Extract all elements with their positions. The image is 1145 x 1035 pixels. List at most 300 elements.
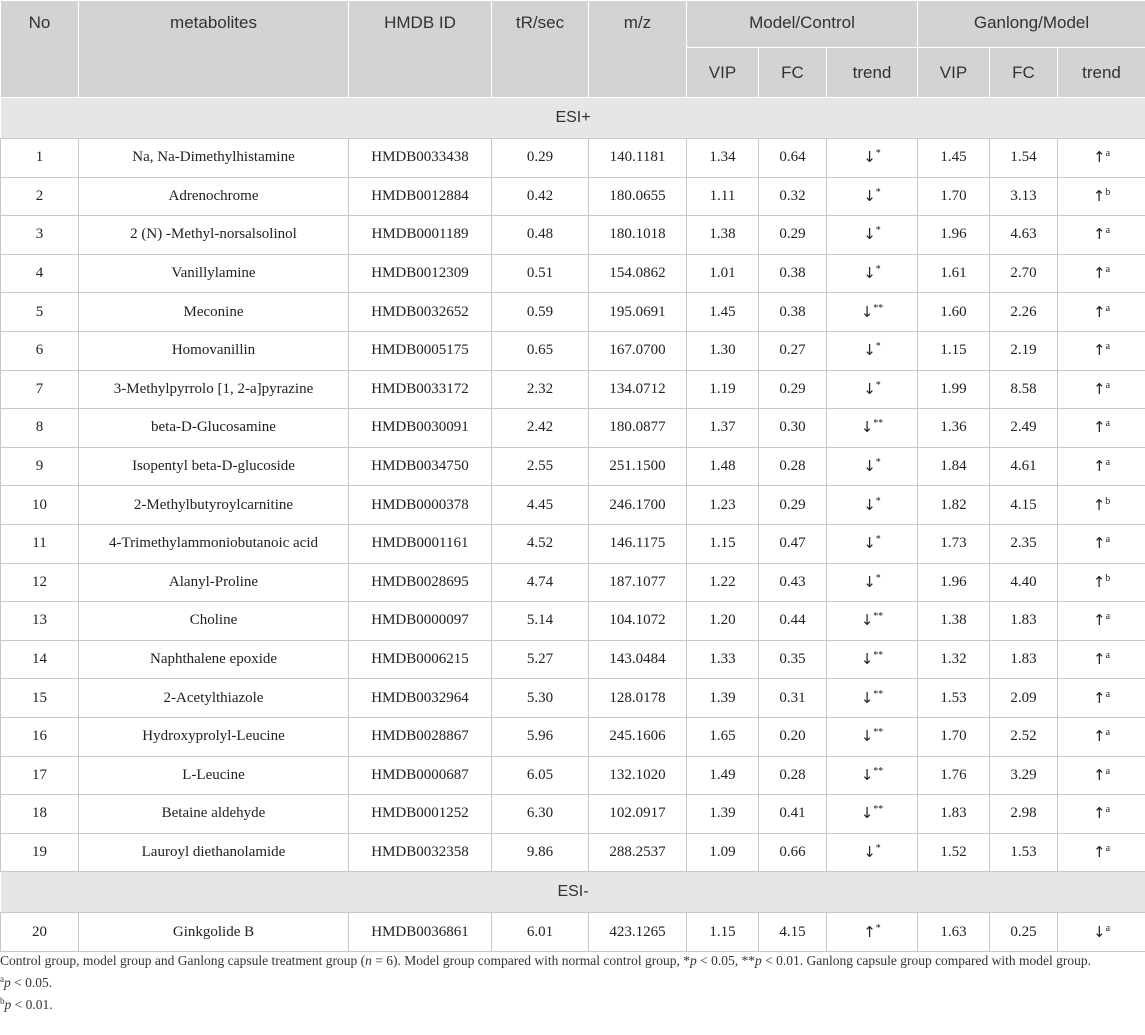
gm-fc: 1.83 <box>990 602 1058 641</box>
header-ganlong-model: Ganlong/Model <box>918 1 1145 48</box>
mc-trend <box>827 679 918 718</box>
footnotes <box>0 952 1140 1014</box>
metabolite-name: Lauroyl diethanolamide <box>79 833 349 872</box>
retention-time: 0.51 <box>492 254 589 293</box>
retention-time: 5.30 <box>492 679 589 718</box>
mc-vip: 1.65 <box>687 717 759 756</box>
retention-time: 4.45 <box>492 486 589 525</box>
trend-arrow-icon: ↓ <box>860 727 874 746</box>
trend-arrow-icon: ↑ <box>1092 611 1106 630</box>
row-number: 10 <box>1 486 79 525</box>
significance-mark: a <box>1105 804 1111 816</box>
significance-mark: a <box>1105 534 1111 546</box>
gm-fc: 2.52 <box>990 717 1058 756</box>
mc-trend <box>827 216 918 255</box>
trend-arrow-icon: ↓ <box>863 379 876 398</box>
gm-trend <box>1058 139 1145 178</box>
retention-time: 0.65 <box>492 331 589 370</box>
table-row <box>1 756 1145 795</box>
header-metabolites: metabolites <box>79 1 349 98</box>
mc-trend <box>827 254 918 293</box>
trend-arrow-icon: ↑ <box>1092 341 1106 360</box>
gm-vip: 1.45 <box>918 139 990 178</box>
mz-value: 423.1265 <box>589 913 687 952</box>
mc-vip: 1.30 <box>687 331 759 370</box>
table-row <box>1 216 1145 255</box>
row-number: 11 <box>1 524 79 563</box>
mz-value: 102.0917 <box>589 795 687 834</box>
significance-mark: ** <box>873 650 884 662</box>
mc-vip: 1.15 <box>687 913 759 952</box>
gm-trend <box>1058 756 1145 795</box>
mc-trend <box>827 486 918 525</box>
mz-value: 167.0700 <box>589 331 687 370</box>
mc-trend <box>827 331 918 370</box>
retention-time: 9.86 <box>492 833 589 872</box>
retention-time: 6.05 <box>492 756 589 795</box>
mc-vip: 1.38 <box>687 216 759 255</box>
row-number: 8 <box>1 409 79 448</box>
mc-vip: 1.23 <box>687 486 759 525</box>
row-number: 18 <box>1 795 79 834</box>
mc-fc: 0.47 <box>759 524 827 563</box>
trend-arrow-icon: ↑ <box>1092 148 1106 167</box>
mc-fc: 0.64 <box>759 139 827 178</box>
mc-vip: 1.22 <box>687 563 759 602</box>
metabolite-name: 2-Methylbutyroylcarnitine <box>79 486 349 525</box>
significance-mark: * <box>875 457 881 469</box>
footnote-b: $^b$p < 0.01. <box>0 996 53 1012</box>
row-number: 20 <box>1 913 79 952</box>
gm-fc: 1.54 <box>990 139 1058 178</box>
gm-trend <box>1058 913 1145 952</box>
retention-time: 0.59 <box>492 293 589 332</box>
trend-arrow-icon: ↓ <box>863 572 876 591</box>
gm-trend <box>1058 795 1145 834</box>
mc-fc: 0.29 <box>759 486 827 525</box>
trend-arrow-icon: ↓ <box>863 148 876 167</box>
significance-mark: a <box>1105 650 1111 662</box>
table-row <box>1 254 1145 293</box>
trend-arrow-icon: ↑ <box>1092 765 1106 784</box>
significance-mark: a <box>1105 765 1111 777</box>
significance-mark: a <box>1105 611 1111 623</box>
table-row <box>1 913 1145 952</box>
gm-vip: 1.61 <box>918 254 990 293</box>
trend-arrow-icon: ↑ <box>1092 572 1106 591</box>
mz-value: 180.0877 <box>589 409 687 448</box>
mc-fc: 0.66 <box>759 833 827 872</box>
gm-fc: 4.40 <box>990 563 1058 602</box>
footnote-a: $^a$p < 0.05. <box>0 974 53 990</box>
row-number: 3 <box>1 216 79 255</box>
mc-fc: 0.44 <box>759 602 827 641</box>
mz-value: 187.1077 <box>589 563 687 602</box>
mc-fc: 0.32 <box>759 177 827 216</box>
table-body <box>1 98 1145 952</box>
gm-vip: 1.36 <box>918 409 990 448</box>
gm-fc: 2.70 <box>990 254 1058 293</box>
header-no: No <box>1 1 79 98</box>
mz-value: 251.1500 <box>589 447 687 486</box>
trend-arrow-icon: ↓ <box>863 225 876 244</box>
table-header <box>1 1 1145 98</box>
header-gm-vip: VIP <box>918 48 990 98</box>
row-number: 9 <box>1 447 79 486</box>
row-number: 16 <box>1 717 79 756</box>
gm-vip: 1.84 <box>918 447 990 486</box>
metabolite-name: beta-D-Glucosamine <box>79 409 349 448</box>
hmdb-id: HMDB0001189 <box>349 216 492 255</box>
significance-mark: * <box>875 572 881 584</box>
trend-arrow-icon: ↓ <box>860 611 874 630</box>
trend-arrow-icon: ↓ <box>863 341 876 360</box>
row-number: 7 <box>1 370 79 409</box>
hmdb-id: HMDB0032358 <box>349 833 492 872</box>
significance-mark: a <box>1105 922 1111 934</box>
gm-trend <box>1058 717 1145 756</box>
mc-vip: 1.48 <box>687 447 759 486</box>
metabolite-name: Meconine <box>79 293 349 332</box>
metabolite-name: Isopentyl beta-D-glucoside <box>79 447 349 486</box>
gm-fc: 2.09 <box>990 679 1058 718</box>
gm-vip: 1.73 <box>918 524 990 563</box>
retention-time: 4.74 <box>492 563 589 602</box>
gm-trend <box>1058 293 1145 332</box>
hmdb-id: HMDB0000687 <box>349 756 492 795</box>
gm-fc: 2.26 <box>990 293 1058 332</box>
mc-fc: 0.29 <box>759 216 827 255</box>
metabolite-name: Vanillylamine <box>79 254 349 293</box>
metabolite-name: Choline <box>79 602 349 641</box>
metabolite-name: 3-Methylpyrrolo [1, 2-a]pyrazine <box>79 370 349 409</box>
row-number: 17 <box>1 756 79 795</box>
significance-mark: a <box>1105 379 1111 391</box>
mc-trend <box>827 756 918 795</box>
trend-arrow-icon: ↓ <box>860 804 874 823</box>
row-number: 4 <box>1 254 79 293</box>
gm-vip: 1.96 <box>918 216 990 255</box>
gm-vip: 1.70 <box>918 717 990 756</box>
trend-arrow-icon: ↑ <box>1092 688 1106 707</box>
mc-trend <box>827 833 918 872</box>
trend-arrow-icon: ↓ <box>863 264 876 283</box>
mc-vip: 1.49 <box>687 756 759 795</box>
row-number: 5 <box>1 293 79 332</box>
gm-trend <box>1058 640 1145 679</box>
significance-mark: ** <box>873 727 884 739</box>
mc-fc: 0.29 <box>759 370 827 409</box>
table-row <box>1 293 1145 332</box>
gm-fc: 1.83 <box>990 640 1058 679</box>
mz-value: 104.1072 <box>589 602 687 641</box>
gm-trend <box>1058 177 1145 216</box>
gm-trend <box>1058 254 1145 293</box>
gm-trend <box>1058 216 1145 255</box>
mz-value: 180.0655 <box>589 177 687 216</box>
metabolite-name: 2 (N) -Methyl-norsalsolinol <box>79 216 349 255</box>
retention-time: 2.32 <box>492 370 589 409</box>
hmdb-id: HMDB0012884 <box>349 177 492 216</box>
significance-mark: * <box>875 264 881 276</box>
mc-trend <box>827 717 918 756</box>
metabolite-name: Homovanillin <box>79 331 349 370</box>
mc-trend <box>827 563 918 602</box>
table-row <box>1 524 1145 563</box>
significance-mark: ** <box>873 418 884 430</box>
gm-vip: 1.32 <box>918 640 990 679</box>
significance-mark: * <box>875 379 881 391</box>
gm-vip: 1.76 <box>918 756 990 795</box>
mc-vip: 1.01 <box>687 254 759 293</box>
retention-time: 5.27 <box>492 640 589 679</box>
mc-vip: 1.39 <box>687 679 759 718</box>
gm-vip: 1.83 <box>918 795 990 834</box>
significance-mark: ** <box>873 765 884 777</box>
trend-arrow-icon: ↑ <box>1092 534 1106 553</box>
significance-mark: * <box>875 186 881 198</box>
mc-vip: 1.37 <box>687 409 759 448</box>
retention-time: 2.42 <box>492 409 589 448</box>
table-row <box>1 602 1145 641</box>
gm-fc: 1.53 <box>990 833 1058 872</box>
significance-mark: a <box>1105 148 1111 160</box>
hmdb-id: HMDB0006215 <box>349 640 492 679</box>
hmdb-id: HMDB0034750 <box>349 447 492 486</box>
mc-trend <box>827 177 918 216</box>
mc-fc: 0.30 <box>759 409 827 448</box>
gm-vip: 1.53 <box>918 679 990 718</box>
hmdb-id: HMDB0028695 <box>349 563 492 602</box>
hmdb-id: HMDB0005175 <box>349 331 492 370</box>
mz-value: 288.2537 <box>589 833 687 872</box>
mc-fc: 0.38 <box>759 293 827 332</box>
trend-arrow-icon: ↑ <box>863 922 876 941</box>
significance-mark: * <box>875 225 881 237</box>
header-gm-fc: FC <box>990 48 1058 98</box>
mc-fc: 0.28 <box>759 756 827 795</box>
mc-vip: 1.33 <box>687 640 759 679</box>
mc-vip: 1.45 <box>687 293 759 332</box>
significance-mark: * <box>875 341 881 353</box>
table-row <box>1 563 1145 602</box>
significance-mark: b <box>1105 186 1111 198</box>
hmdb-id: HMDB0032964 <box>349 679 492 718</box>
hmdb-id: HMDB0036861 <box>349 913 492 952</box>
significance-mark: a <box>1105 418 1111 430</box>
section-label: ESI+ <box>1 98 1145 139</box>
header-mc-trend: trend <box>827 48 918 98</box>
metabolite-name: Ginkgolide B <box>79 913 349 952</box>
gm-fc: 4.61 <box>990 447 1058 486</box>
row-number: 14 <box>1 640 79 679</box>
gm-trend <box>1058 679 1145 718</box>
table-row <box>1 486 1145 525</box>
mz-value: 246.1700 <box>589 486 687 525</box>
gm-vip: 1.96 <box>918 563 990 602</box>
metabolite-name: 4-Trimethylammoniobutanoic acid <box>79 524 349 563</box>
retention-time: 0.42 <box>492 177 589 216</box>
mz-value: 134.0712 <box>589 370 687 409</box>
mc-trend <box>827 293 918 332</box>
significance-mark: a <box>1105 457 1111 469</box>
trend-arrow-icon: ↑ <box>1092 264 1106 283</box>
gm-fc: 0.25 <box>990 913 1058 952</box>
row-number: 15 <box>1 679 79 718</box>
gm-fc: 2.98 <box>990 795 1058 834</box>
gm-trend <box>1058 524 1145 563</box>
header-gm-trend: trend <box>1058 48 1145 98</box>
trend-arrow-icon: ↓ <box>860 302 874 321</box>
trend-arrow-icon: ↑ <box>1092 457 1106 476</box>
gm-trend <box>1058 447 1145 486</box>
mz-value: 154.0862 <box>589 254 687 293</box>
retention-time: 2.55 <box>492 447 589 486</box>
mz-value: 180.1018 <box>589 216 687 255</box>
hmdb-id: HMDB0032652 <box>349 293 492 332</box>
header-model-control: Model/Control <box>687 1 918 48</box>
gm-vip: 1.38 <box>918 602 990 641</box>
mz-value: 195.0691 <box>589 293 687 332</box>
row-number: 13 <box>1 602 79 641</box>
trend-arrow-icon: ↑ <box>1092 225 1106 244</box>
mc-trend <box>827 795 918 834</box>
gm-trend <box>1058 331 1145 370</box>
metabolite-name: Adrenochrome <box>79 177 349 216</box>
gm-fc: 4.63 <box>990 216 1058 255</box>
section-row <box>1 872 1145 913</box>
mc-fc: 4.15 <box>759 913 827 952</box>
trend-arrow-icon: ↑ <box>1092 186 1106 205</box>
significance-mark: a <box>1105 264 1111 276</box>
trend-arrow-icon: ↑ <box>1092 495 1106 514</box>
trend-arrow-icon: ↑ <box>1092 418 1106 437</box>
retention-time: 6.01 <box>492 913 589 952</box>
metabolite-name: L-Leucine <box>79 756 349 795</box>
significance-mark: b <box>1105 495 1111 507</box>
metabolite-name: Alanyl-Proline <box>79 563 349 602</box>
gm-vip: 1.60 <box>918 293 990 332</box>
table-row <box>1 717 1145 756</box>
row-number: 1 <box>1 139 79 178</box>
gm-fc: 2.49 <box>990 409 1058 448</box>
table-row <box>1 640 1145 679</box>
trend-arrow-icon: ↓ <box>863 186 876 205</box>
mc-trend <box>827 524 918 563</box>
trend-arrow-icon: ↓ <box>1092 922 1106 941</box>
mc-fc: 0.43 <box>759 563 827 602</box>
gm-fc: 8.58 <box>990 370 1058 409</box>
gm-vip: 1.70 <box>918 177 990 216</box>
table-row <box>1 331 1145 370</box>
hmdb-id: HMDB0001161 <box>349 524 492 563</box>
significance-mark: a <box>1105 688 1111 700</box>
hmdb-id: HMDB0030091 <box>349 409 492 448</box>
mc-trend <box>827 139 918 178</box>
gm-trend <box>1058 370 1145 409</box>
trend-arrow-icon: ↑ <box>1092 650 1106 669</box>
retention-time: 5.96 <box>492 717 589 756</box>
mc-vip: 1.34 <box>687 139 759 178</box>
gm-fc: 2.19 <box>990 331 1058 370</box>
retention-time: 4.52 <box>492 524 589 563</box>
metabolite-name: Na, Na-Dimethylhistamine <box>79 139 349 178</box>
significance-mark: ** <box>873 688 884 700</box>
mc-fc: 0.35 <box>759 640 827 679</box>
trend-arrow-icon: ↓ <box>860 418 874 437</box>
gm-trend <box>1058 602 1145 641</box>
hmdb-id: HMDB0012309 <box>349 254 492 293</box>
mc-fc: 0.31 <box>759 679 827 718</box>
mc-fc: 0.27 <box>759 331 827 370</box>
mz-value: 132.1020 <box>589 756 687 795</box>
gm-trend <box>1058 833 1145 872</box>
table-row <box>1 177 1145 216</box>
table-row <box>1 409 1145 448</box>
footnote-main: Control group, model group and Ganlong capsule treatment group (n = 6). Model group compared with normal control group, *p < 0.05, **p < 0.01. Ganlong capsule group compared with model group. <box>0 953 1092 968</box>
significance-mark: * <box>875 922 881 934</box>
table-row <box>1 679 1145 718</box>
header-retention-time: tR/sec <box>492 1 589 98</box>
metabolite-name: Betaine aldehyde <box>79 795 349 834</box>
mc-fc: 0.41 <box>759 795 827 834</box>
trend-arrow-icon: ↑ <box>1092 842 1106 861</box>
significance-mark: a <box>1105 225 1111 237</box>
mc-trend <box>827 640 918 679</box>
hmdb-id: HMDB0000378 <box>349 486 492 525</box>
gm-trend <box>1058 563 1145 602</box>
mz-value: 140.1181 <box>589 139 687 178</box>
mc-vip: 1.20 <box>687 602 759 641</box>
significance-mark: b <box>1105 572 1111 584</box>
header-hmdb-id: HMDB ID <box>349 1 492 98</box>
significance-mark: a <box>1105 727 1111 739</box>
hmdb-id: HMDB0033438 <box>349 139 492 178</box>
trend-arrow-icon: ↑ <box>1092 379 1106 398</box>
significance-mark: ** <box>873 611 884 623</box>
section-label: ESI- <box>1 872 1145 913</box>
significance-mark: ** <box>873 302 884 314</box>
row-number: 12 <box>1 563 79 602</box>
significance-mark: a <box>1105 341 1111 353</box>
mc-vip: 1.15 <box>687 524 759 563</box>
mc-trend <box>827 370 918 409</box>
significance-mark: a <box>1105 842 1111 854</box>
trend-arrow-icon: ↓ <box>863 534 876 553</box>
mz-value: 128.0178 <box>589 679 687 718</box>
table-row <box>1 139 1145 178</box>
trend-arrow-icon: ↓ <box>860 688 874 707</box>
hmdb-id: HMDB0033172 <box>349 370 492 409</box>
gm-vip: 1.63 <box>918 913 990 952</box>
table-row <box>1 833 1145 872</box>
hmdb-id: HMDB0028867 <box>349 717 492 756</box>
trend-arrow-icon: ↓ <box>860 765 874 784</box>
mc-vip: 1.39 <box>687 795 759 834</box>
mc-trend <box>827 409 918 448</box>
mc-trend <box>827 913 918 952</box>
mc-fc: 0.20 <box>759 717 827 756</box>
gm-vip: 1.82 <box>918 486 990 525</box>
hmdb-id: HMDB0000097 <box>349 602 492 641</box>
significance-mark: * <box>875 842 881 854</box>
trend-arrow-icon: ↑ <box>1092 804 1106 823</box>
retention-time: 5.14 <box>492 602 589 641</box>
retention-time: 6.30 <box>492 795 589 834</box>
gm-vip: 1.52 <box>918 833 990 872</box>
retention-time: 0.48 <box>492 216 589 255</box>
gm-fc: 2.35 <box>990 524 1058 563</box>
